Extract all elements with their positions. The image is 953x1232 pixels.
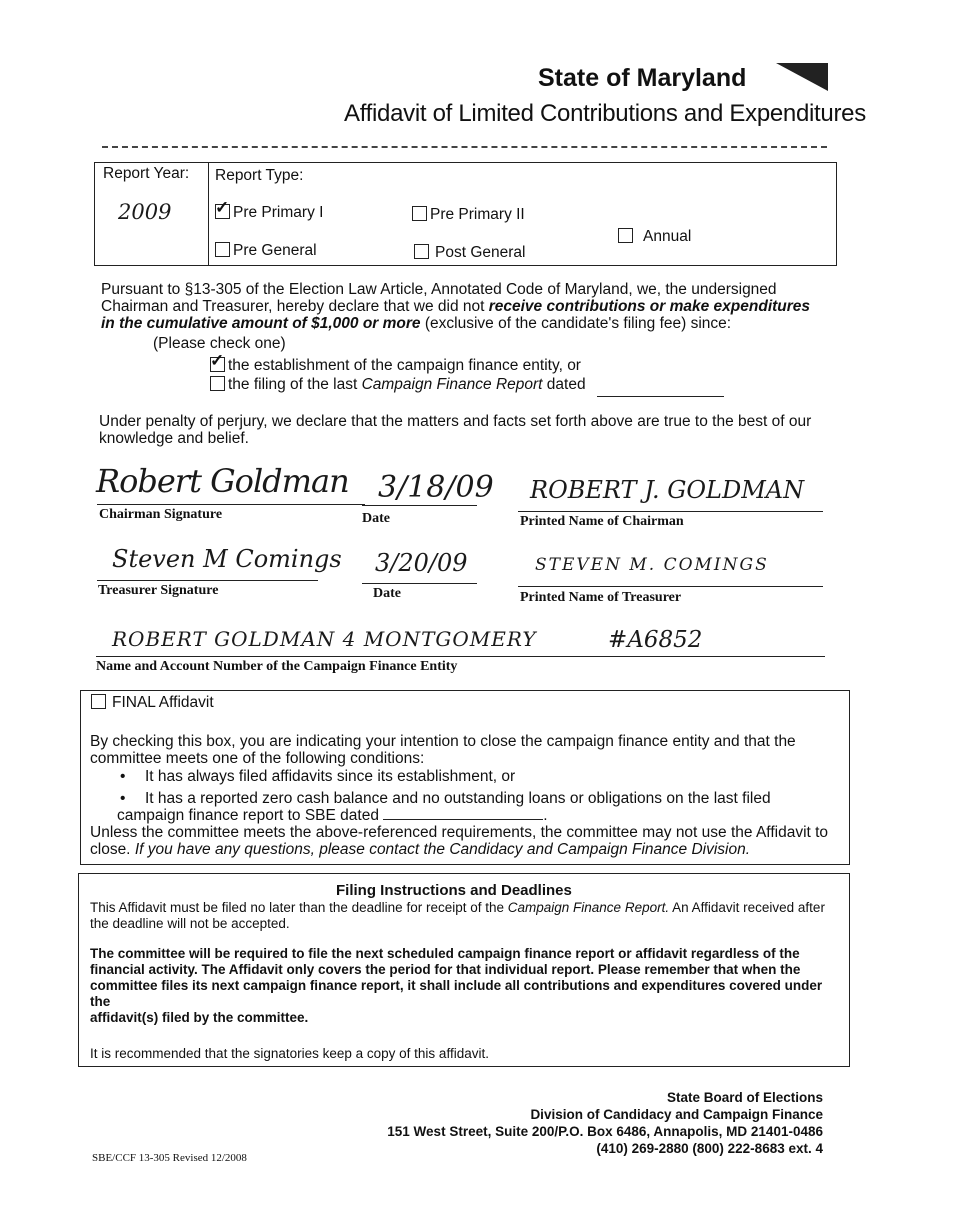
option-pre-general[interactable] [215, 242, 317, 260]
chairman-printed-line [518, 511, 823, 512]
final-affidavit-text: By checking this box, you are indicating your intention to close the campaign finance entity and that the committee meets one of the following conditions: • It has always filed affidavits since its establishment, or • It has a reported zero cash balance and no outstanding loans or obligations on the last filed campaign finance report to SBE dated . Unless the committee meets the above-referenced requirements, the committee may not use the Affidavit to close. If you have any questions, please contact the Candidacy and Campaign Finance Division. [90, 733, 829, 858]
report-year-value: 2009 [118, 200, 172, 224]
final-affidavit-checkbox[interactable] [91, 694, 106, 709]
footer-address: 151 West Street, Suite 200/P.O. Box 6486, Annapolis, MD 21401-0486 [387, 1124, 823, 1139]
final-affidavit-option[interactable] [91, 694, 214, 712]
post-general-checkbox[interactable] [414, 244, 429, 259]
entity-account-number: #A6852 [608, 627, 703, 653]
pre-primary-2-checkbox[interactable] [412, 206, 427, 221]
report-year-label: Report Year: [103, 165, 190, 182]
chairman-date-line [362, 505, 477, 506]
footer-phones: (410) 269-2880 (800) 222-8683 ext. 4 [596, 1141, 823, 1156]
entity-line [96, 656, 825, 657]
footer-org-2: Division of Candidacy and Campaign Finance [530, 1107, 823, 1122]
check-one-note: (Please check one) [153, 335, 286, 352]
chairman-date-label: Date [362, 511, 390, 526]
annual-label: Annual [643, 228, 692, 245]
corner-triangle-mark [776, 63, 828, 91]
chairman-printed-name: ROBERT J. GOLDMAN [530, 476, 805, 504]
declaration-line-1: Pursuant to §13-305 of the Election Law Article, Annotated Code of Maryland, we, the undersigned [101, 281, 777, 298]
treasurer-date-label: Date [373, 586, 401, 601]
post-general-label: Post General [435, 244, 526, 261]
footer-org-1: State Board of Elections [666, 1090, 823, 1105]
contact-note: If you have any questions, please contact the Candidacy and Campaign Finance Division. [134, 841, 751, 858]
establishment-checkbox[interactable]: ✓ [210, 351, 225, 370]
treasurer-signature-label: Treasurer Signature [98, 583, 219, 598]
chairman-printed-label: Printed Name of Chairman [520, 514, 684, 529]
since-option-last-report[interactable]: the filing of the last Campaign Finance Report dated [210, 376, 586, 394]
pre-general-checkbox[interactable] [215, 242, 230, 257]
declaration-line-3: in the cumulative amount of $1,000 or more (exclusive of the candidate's filing fee) since: [101, 315, 732, 332]
treasurer-signature: Steven M Comings [112, 545, 342, 573]
option-pre-primary-1[interactable] [215, 198, 324, 222]
pre-primary-2-label: Pre Primary II [430, 206, 525, 223]
last-report-date-line [597, 396, 724, 397]
declaration-paragraph [101, 281, 831, 332]
filing-instructions-text: This Affidavit must be filed no later than the deadline for receipt of the Campaign Finance Report. An Affidavit received after the deadline will not be accepted. The committee will be required to file the next scheduled campaign finance report or affidavit regardless of the financial activity. The Affidavit only covers the period for that individual report. Please remember that when the committee files its next campaign finance report, it shall include all contributions and expenditures covered under the affidavit(s) filed by the committee. It is recommended that the signatories keep a copy of this affidavit. [90, 900, 842, 1062]
footer-address-block [387, 1089, 823, 1157]
filing-instructions-title: Filing Instructions and Deadlines [336, 882, 572, 899]
pre-general-label: Pre General [233, 242, 317, 259]
treasurer-printed-name: STEVEN M. COMINGS [535, 555, 769, 575]
annual-checkbox[interactable] [618, 228, 633, 243]
declaration-line-2: Chairman and Treasurer, hereby declare that we did not receive contributions or make expenditures [101, 298, 811, 315]
entity-label: Name and Account Number of the Campaign Finance Entity [96, 659, 458, 674]
option-post-general[interactable] [414, 244, 525, 262]
form-id: SBE/CCF 13-305 Revised 12/2008 [92, 1152, 247, 1164]
treasurer-printed-line [518, 586, 823, 587]
state-title: State of Maryland [538, 64, 747, 92]
dashed-divider [102, 146, 827, 148]
report-box-divider [208, 162, 209, 266]
entity-name: ROBERT GOLDMAN 4 MONTGOMERY [112, 627, 537, 651]
treasurer-date: 3/20/09 [375, 549, 468, 577]
treasurer-printed-label: Printed Name of Treasurer [520, 590, 682, 605]
final-condition-1: It has always filed affidavits since its establishment, or [145, 768, 516, 785]
perjury-statement: Under penalty of perjury, we declare that the matters and facts set forth above are true to the best of our knowledge and belief. [99, 413, 812, 447]
since-option-establishment[interactable] [210, 351, 581, 375]
treasurer-date-line [362, 583, 477, 584]
chairman-signature-line [97, 504, 365, 505]
final-affidavit-title: FINAL Affidavit [112, 694, 214, 711]
option-annual[interactable] [618, 228, 691, 246]
form-subtitle: Affidavit of Limited Contributions and Expenditures [344, 100, 866, 127]
copy-recommendation: It is recommended that the signatories keep a copy of this affidavit. [90, 1046, 489, 1061]
final-condition-2: It has a reported zero cash balance and no outstanding loans or obligations on the last filed [145, 790, 771, 807]
chairman-date: 3/18/09 [378, 470, 494, 505]
chairman-signature: Robert Goldman [96, 462, 349, 500]
pre-primary-1-label: Pre Primary I [233, 204, 324, 221]
option-pre-primary-2[interactable] [412, 206, 525, 224]
treasurer-signature-line [97, 580, 318, 581]
chairman-signature-label: Chairman Signature [99, 507, 223, 522]
report-type-label: Report Type: [215, 167, 304, 184]
pre-primary-1-checkbox[interactable]: ✓ [215, 198, 230, 217]
last-report-checkbox[interactable] [210, 376, 225, 391]
establishment-label: the establishment of the campaign finance entity, or [228, 357, 581, 374]
